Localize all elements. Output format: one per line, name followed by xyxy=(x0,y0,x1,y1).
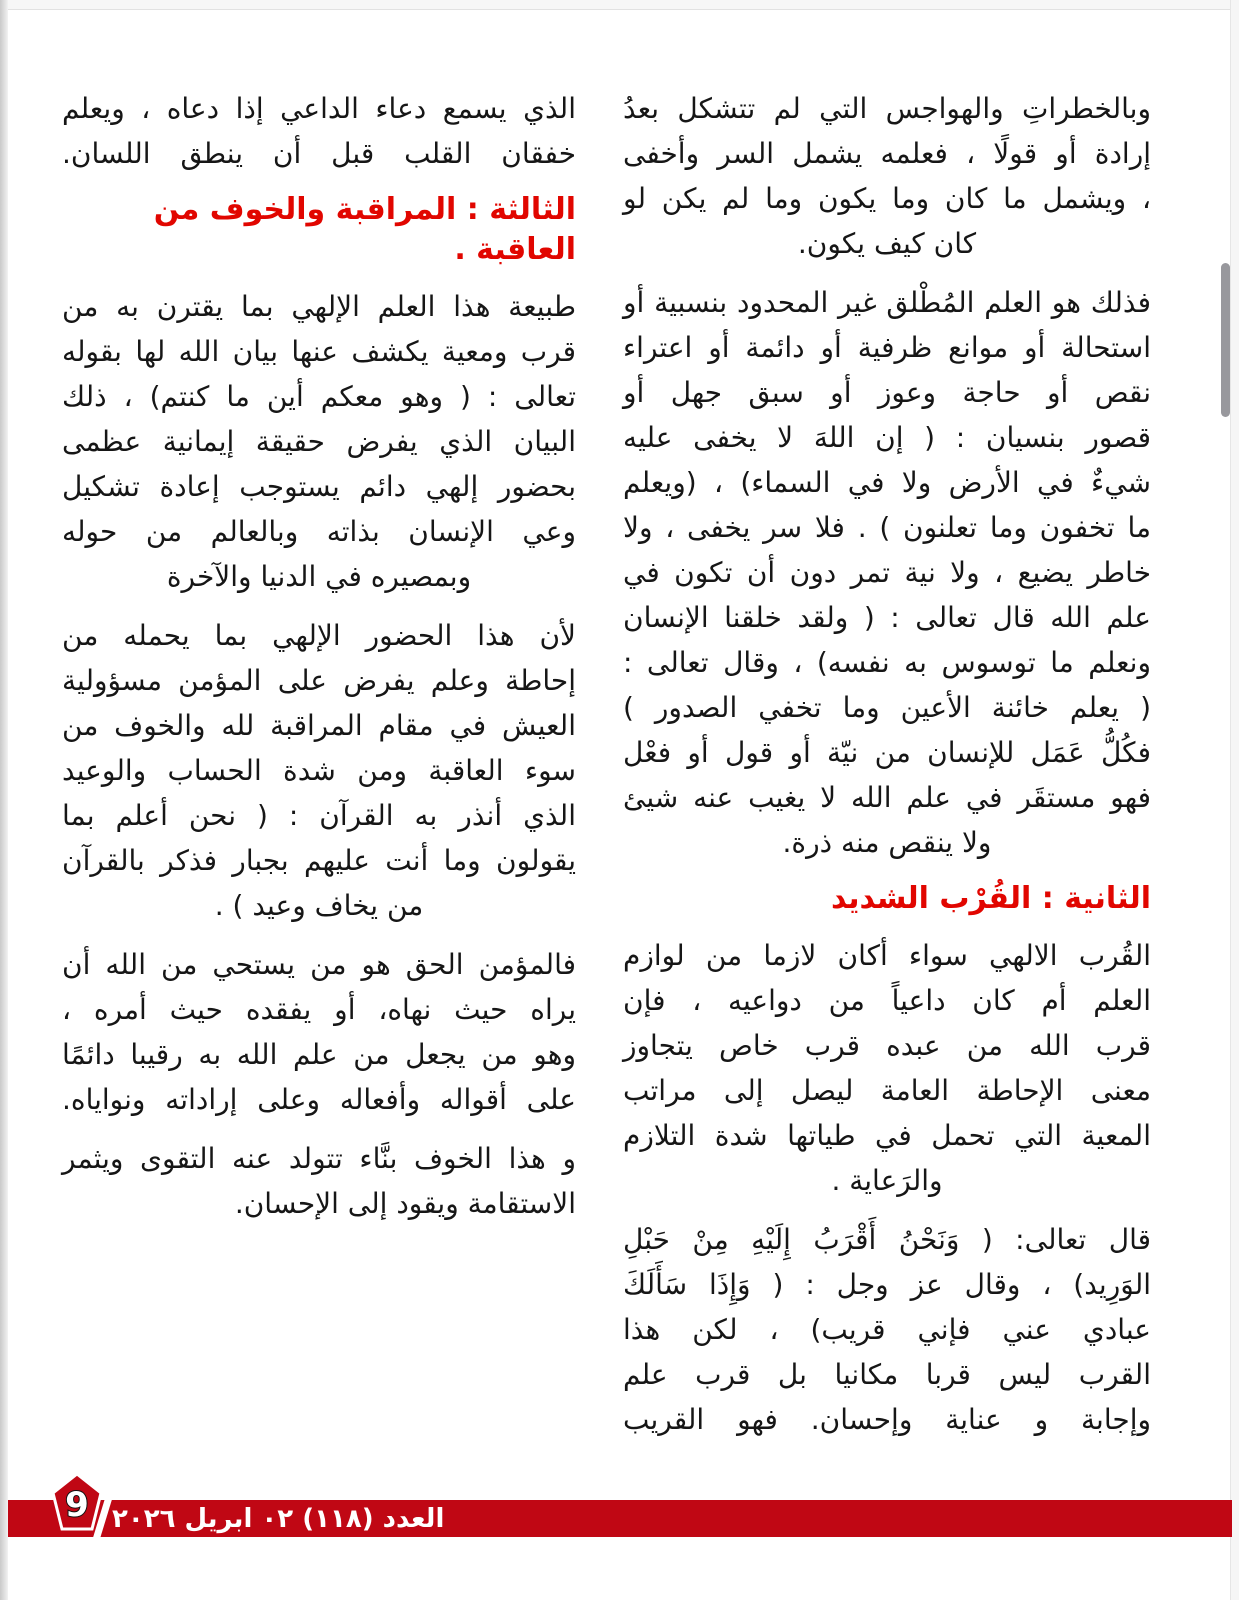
text-line: يراه حيث نهاه، أو يفقده حيث أمره ، xyxy=(62,993,576,1026)
paragraph xyxy=(62,942,576,1122)
text-line: طبيعة هذا العلم الإلهي بما يقترن به من xyxy=(62,290,576,323)
section-heading: الثالثة : المراقبة والخوف من العاقبة . xyxy=(153,192,576,267)
text-line: ( يعلم خائنة الأعين وما تخفي الصدور ) xyxy=(623,691,1151,724)
text-line: وهو من يجعل من علم الله به رقيبا دائمًا xyxy=(62,1038,576,1071)
pentagon-badge-icon xyxy=(50,1472,104,1534)
paragraph xyxy=(62,86,576,176)
page-top-edge xyxy=(0,0,1239,10)
text-line: إحاطة وعلم يفرض على المؤمن مسؤولية xyxy=(62,664,576,697)
page-right-edge xyxy=(1230,0,1239,1600)
paragraph xyxy=(623,86,1151,266)
text-line: خفقان القلب قبل أن ينطق اللسان. xyxy=(62,137,576,170)
text-line: يقولون وما أنت عليهم بجبار فذكر بالقرآن xyxy=(62,844,576,877)
text-line: قال تعالى: ( وَنَحْنُ أَقْرَبُ إِلَيْهِ مِنْ حَبْلِ xyxy=(623,1223,1151,1256)
text-line: من يخاف وعيد ) . xyxy=(214,889,424,922)
text-line: وإجابة و عناية وإحسان. فهو القريب xyxy=(623,1403,1151,1436)
text-line: خاطر يضيع ، ولا نية تمر دون أن تكون في xyxy=(623,556,1151,589)
text-line: و هذا الخوف بنَّاء تتولد عنه التقوى ويثمر xyxy=(62,1142,576,1175)
text-line: إرادة أو قولًا ، فعلمه يشمل السر وأخفى xyxy=(623,137,1151,170)
text-line: تعالى : ( وهو معكم أين ما كنتم) ، ذلك xyxy=(62,380,576,413)
page-left-edge xyxy=(0,0,8,1600)
text-line: البيان الذي يفرض حقيقة إيمانية عظمى xyxy=(62,425,576,458)
text-line: ونعلم ما توسوس به نفسه) ، وقال تعالى : xyxy=(623,646,1151,679)
text-line: وبالخطراتِ والهواجس التي لم تتشكل بعدُ xyxy=(623,92,1151,125)
text-line: ما تخفون وما تعلنون ) . فلا سر يخفى ، ولا xyxy=(623,511,1151,544)
text-line: لأن هذا الحضور الإلهي بما يحمله من xyxy=(62,619,576,652)
text-line: فهو مستقَر في علم الله لا يغيب عنه شيئ xyxy=(623,781,1151,814)
text-line: الذي يسمع دعاء الداعي إذا دعاه ، ويعلم xyxy=(62,92,576,125)
text-line: علم الله قال تعالى : ( ولقد خلقنا الإنسان xyxy=(623,601,1151,634)
svg-text:9: 9 xyxy=(65,1485,89,1525)
text-line: بحضور إلهي دائم يستوجب إعادة تشكيل xyxy=(62,470,576,503)
text-line: سوء العاقبة ومن شدة الحساب والوعيد xyxy=(62,754,576,787)
text-line: استحالة أو موانع ظرفية أو دائمة أو اعتراء xyxy=(623,331,1151,364)
text-line: معنى الإحاطة العامة ليصل إلى مراتب xyxy=(623,1074,1151,1107)
text-line: القُرب الالهي سواء أكان لازما من لوازم xyxy=(623,939,1151,972)
text-column-left xyxy=(62,86,576,1240)
paragraph xyxy=(623,280,1151,865)
text-line: عبادي عني فإني قريب) ، لكن هذا xyxy=(623,1313,1151,1346)
text-line: فكُلُّ عَمَل للإنسان من نيّة أو قول أو فعْل xyxy=(623,736,1151,769)
paragraph xyxy=(62,284,576,599)
paragraph xyxy=(62,613,576,928)
text-line: وبمصيره في الدنيا والآخرة xyxy=(166,560,472,593)
paragraph xyxy=(623,933,1151,1203)
text-line: العلم أم كان داعياً من دواعيه ، فإن xyxy=(623,984,1151,1017)
text-line: على أقواله وأفعاله وعلى إراداته ونواياه. xyxy=(62,1083,576,1116)
section-heading: الثانية : القُرْب الشديد xyxy=(830,881,1151,916)
text-line: القرب ليس قربا مكانيا بل قرب علم xyxy=(623,1358,1151,1391)
paragraph xyxy=(62,1136,576,1226)
text-line: الذي أنذر به القرآن : ( نحن أعلم بما xyxy=(62,799,576,832)
page-number-badge xyxy=(50,1472,104,1534)
text-line: نقص أو حاجة وعوز أو سبق جهل أو xyxy=(623,376,1151,409)
text-line: الوَرِيد) ، وقال عز وجل : ( وَإِذَا سَأَلَكَ xyxy=(623,1268,1151,1301)
text-line: فذلك هو العلم المُطْلق غير المحدود بنسبية أو xyxy=(623,286,1151,319)
text-line: فالمؤمن الحق هو من يستحي من الله أن xyxy=(62,948,576,981)
text-column-right xyxy=(623,86,1151,1456)
text-line: وعي الإنسان بذاته وبالعالم من حوله xyxy=(62,515,576,548)
text-line: قرب الله من عبده قرب خاص يتجاوز xyxy=(623,1029,1151,1062)
paragraph xyxy=(623,1217,1151,1442)
footer-issue-text: العدد (١١٨) ٠٢ ابريل ٢٠٢٦ xyxy=(112,1504,445,1534)
text-line: ، ويشمل ما كان وما يكون وما لم يكن لو xyxy=(623,182,1151,215)
text-line: ولا ينقص منه ذرة. xyxy=(782,826,992,859)
text-line: والرَعاية . xyxy=(831,1164,943,1197)
text-line: العيش في مقام المراقبة لله والخوف من xyxy=(62,709,576,742)
text-line: قرب ومعية يكشف عنها بيان الله لها بقوله xyxy=(62,335,576,368)
scrollbar-thumb[interactable] xyxy=(1221,263,1230,417)
text-line: شيءٌ في الأرض ولا في السماء) ، (ويعلم xyxy=(623,466,1151,499)
text-line: كان كيف يكون. xyxy=(797,227,977,260)
text-line: قصور بنسيان : ( إن اللهَ لا يخفى عليه xyxy=(623,421,1151,454)
text-line: المعية التي تحمل في طياتها شدة التلازم xyxy=(623,1119,1151,1152)
text-line: الاستقامة ويقود إلى الإحسان. xyxy=(234,1187,576,1220)
